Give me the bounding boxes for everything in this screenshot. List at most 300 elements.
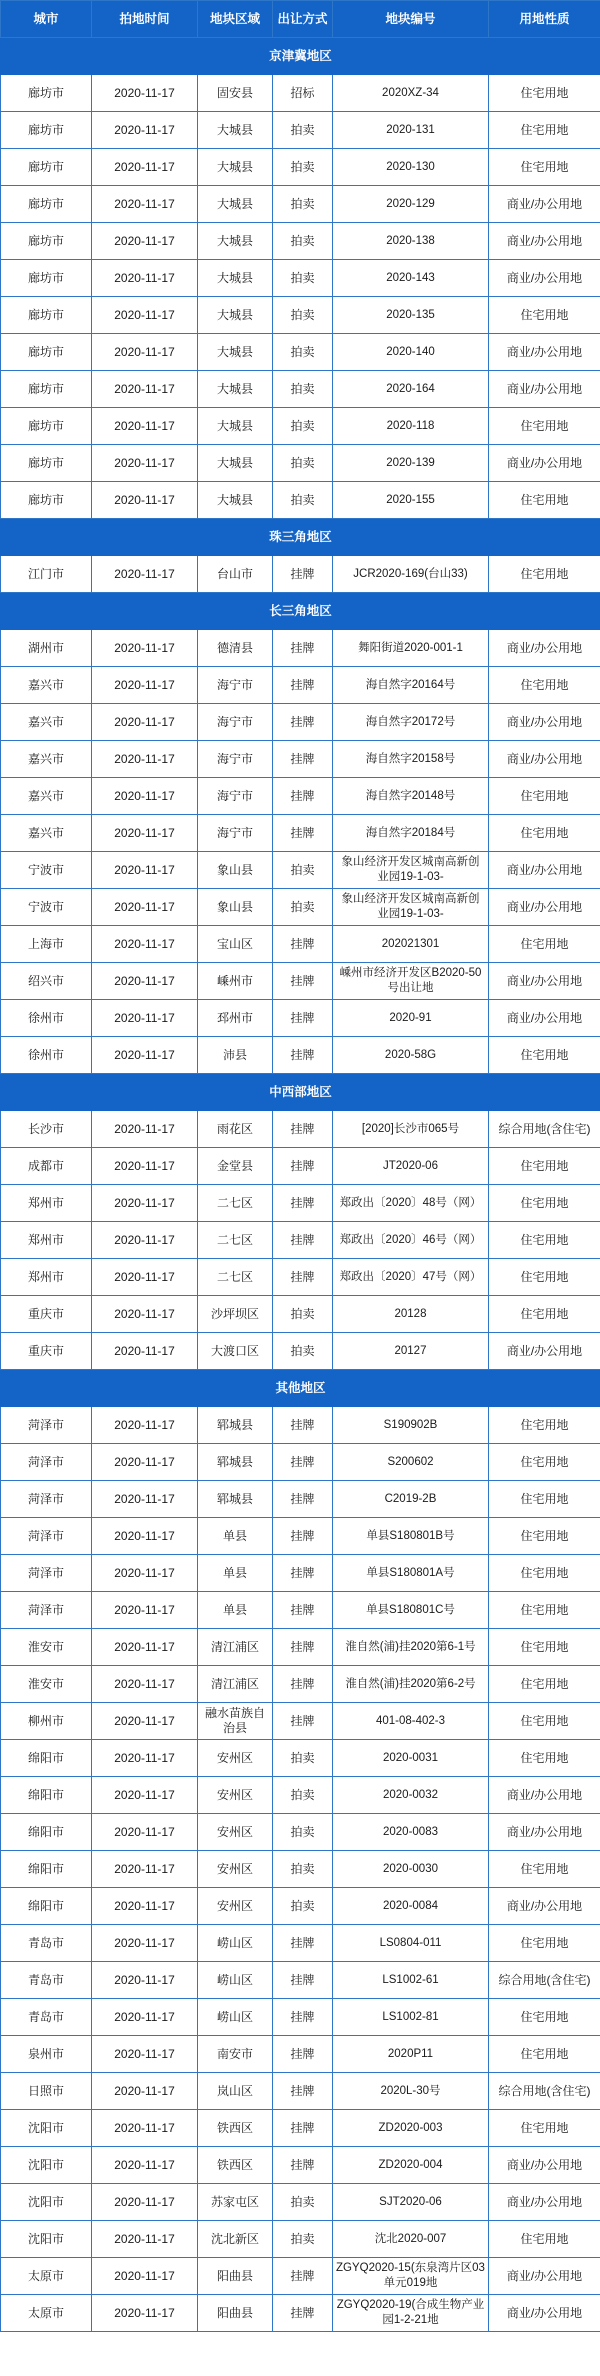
area-cell: 阳曲县 [198, 2258, 273, 2295]
area-cell: 大城县 [198, 297, 273, 334]
plot-code-cell: LS0804-011 [333, 1925, 489, 1962]
land-use-cell: 商业/办公用地 [489, 889, 600, 926]
date-cell: 2020-11-17 [92, 1111, 198, 1148]
method-cell: 挂牌 [273, 1185, 333, 1222]
table-row [1, 1703, 600, 1740]
method-cell: 拍卖 [273, 186, 333, 223]
area-cell: 阳曲县 [198, 2295, 273, 2332]
table-row [1, 445, 600, 482]
table-row [1, 1481, 600, 1518]
area-cell: 崂山区 [198, 1999, 273, 2036]
city-cell: 郑州市 [1, 1185, 92, 1222]
plot-code-cell: 淮自然(浦)挂2020第6-1号 [333, 1629, 489, 1666]
land-use-cell: 商业/办公用地 [489, 334, 600, 371]
area-cell: 金堂县 [198, 1148, 273, 1185]
region-name: 中西部地区 [1, 1074, 600, 1111]
land-use-cell: 住宅用地 [489, 1259, 600, 1296]
plot-code-cell: 2020L-30号 [333, 2073, 489, 2110]
area-cell: 象山县 [198, 852, 273, 889]
method-cell: 拍卖 [273, 408, 333, 445]
region-header-row [1, 1074, 600, 1111]
area-cell: 沛县 [198, 1037, 273, 1074]
land-use-cell: 商业/办公用地 [489, 2147, 600, 2184]
date-cell: 2020-11-17 [92, 2258, 198, 2295]
city-cell: 青岛市 [1, 1925, 92, 1962]
method-cell: 挂牌 [273, 1444, 333, 1481]
date-cell: 2020-11-17 [92, 1185, 198, 1222]
plot-code-cell: 单县S180801C号 [333, 1592, 489, 1629]
table-row [1, 149, 600, 186]
method-cell: 招标 [273, 75, 333, 112]
method-cell: 挂牌 [273, 1518, 333, 1555]
table-row [1, 741, 600, 778]
method-cell: 拍卖 [273, 260, 333, 297]
table-row [1, 778, 600, 815]
land-use-cell: 商业/办公用地 [489, 2184, 600, 2221]
land-use-cell: 商业/办公用地 [489, 2295, 600, 2332]
method-cell: 挂牌 [273, 741, 333, 778]
city-cell: 廊坊市 [1, 334, 92, 371]
land-use-cell: 住宅用地 [489, 112, 600, 149]
area-cell: 大城县 [198, 334, 273, 371]
city-cell: 廊坊市 [1, 75, 92, 112]
header-row [1, 1, 600, 38]
plot-code-cell: [2020]长沙市065号 [333, 1111, 489, 1148]
area-cell: 铁西区 [198, 2110, 273, 2147]
land-use-cell: 商业/办公用地 [489, 741, 600, 778]
date-cell: 2020-11-17 [92, 704, 198, 741]
area-cell: 二七区 [198, 1185, 273, 1222]
land-use-cell: 商业/办公用地 [489, 2258, 600, 2295]
plot-code-cell: 2020-139 [333, 445, 489, 482]
city-cell: 郑州市 [1, 1222, 92, 1259]
land-use-cell: 商业/办公用地 [489, 1000, 600, 1037]
land-use-cell: 住宅用地 [489, 297, 600, 334]
table-row [1, 556, 600, 593]
method-cell: 挂牌 [273, 2258, 333, 2295]
table-row [1, 926, 600, 963]
area-cell: 大城县 [198, 371, 273, 408]
header-plot-code: 地块编号 [333, 1, 489, 38]
city-cell: 太原市 [1, 2258, 92, 2295]
city-cell: 淮安市 [1, 1666, 92, 1703]
table-row [1, 2147, 600, 2184]
date-cell: 2020-11-17 [92, 889, 198, 926]
method-cell: 拍卖 [273, 2184, 333, 2221]
city-cell: 绵阳市 [1, 1851, 92, 1888]
land-use-cell: 住宅用地 [489, 149, 600, 186]
area-cell: 海宁市 [198, 778, 273, 815]
plot-code-cell: 2020-135 [333, 297, 489, 334]
date-cell: 2020-11-17 [92, 1259, 198, 1296]
date-cell: 2020-11-17 [92, 1666, 198, 1703]
method-cell: 挂牌 [273, 963, 333, 1000]
table-row [1, 1444, 600, 1481]
plot-code-cell: 2020XZ-34 [333, 75, 489, 112]
area-cell: 单县 [198, 1518, 273, 1555]
area-cell: 苏家屯区 [198, 2184, 273, 2221]
method-cell: 挂牌 [273, 1925, 333, 1962]
area-cell: 单县 [198, 1555, 273, 1592]
plot-code-cell: JT2020-06 [333, 1148, 489, 1185]
city-cell: 湖州市 [1, 630, 92, 667]
plot-code-cell: JCR2020-169(台山33) [333, 556, 489, 593]
date-cell: 2020-11-17 [92, 778, 198, 815]
plot-code-cell: 郑政出〔2020〕46号（网） [333, 1222, 489, 1259]
city-cell: 郑州市 [1, 1259, 92, 1296]
date-cell: 2020-11-17 [92, 186, 198, 223]
area-cell: 崂山区 [198, 1925, 273, 1962]
area-cell: 海宁市 [198, 667, 273, 704]
table-row [1, 1555, 600, 1592]
plot-code-cell: 2020-0084 [333, 1888, 489, 1925]
table-row [1, 1296, 600, 1333]
area-cell: 安州区 [198, 1888, 273, 1925]
date-cell: 2020-11-17 [92, 1814, 198, 1851]
region-name: 京津冀地区 [1, 38, 600, 75]
area-cell: 单县 [198, 1592, 273, 1629]
method-cell: 挂牌 [273, 1592, 333, 1629]
area-cell: 二七区 [198, 1222, 273, 1259]
date-cell: 2020-11-17 [92, 1481, 198, 1518]
plot-code-cell: 海自然字20172号 [333, 704, 489, 741]
plot-code-cell: C2019-2B [333, 1481, 489, 1518]
date-cell: 2020-11-17 [92, 667, 198, 704]
area-cell: 郓城县 [198, 1444, 273, 1481]
table-row [1, 75, 600, 112]
date-cell: 2020-11-17 [92, 1999, 198, 2036]
area-cell: 大城县 [198, 408, 273, 445]
method-cell: 拍卖 [273, 482, 333, 519]
date-cell: 2020-11-17 [92, 1444, 198, 1481]
area-cell: 海宁市 [198, 741, 273, 778]
city-cell: 廊坊市 [1, 408, 92, 445]
method-cell: 拍卖 [273, 445, 333, 482]
plot-code-cell: 2020-130 [333, 149, 489, 186]
table-row [1, 1888, 600, 1925]
date-cell: 2020-11-17 [92, 926, 198, 963]
land-use-cell: 商业/办公用地 [489, 186, 600, 223]
area-cell: 大城县 [198, 149, 273, 186]
method-cell: 挂牌 [273, 2073, 333, 2110]
land-use-cell: 综合用地(含住宅) [489, 1962, 600, 1999]
land-use-cell: 住宅用地 [489, 482, 600, 519]
city-cell: 绵阳市 [1, 1814, 92, 1851]
plot-code-cell: 2020-58G [333, 1037, 489, 1074]
city-cell: 嘉兴市 [1, 778, 92, 815]
date-cell: 2020-11-17 [92, 2221, 198, 2258]
area-cell: 海宁市 [198, 704, 273, 741]
plot-code-cell: 2020-91 [333, 1000, 489, 1037]
table-row [1, 1148, 600, 1185]
plot-code-cell: 2020-164 [333, 371, 489, 408]
date-cell: 2020-11-17 [92, 1333, 198, 1370]
city-cell: 江门市 [1, 556, 92, 593]
area-cell: 象山县 [198, 889, 273, 926]
area-cell: 沈北新区 [198, 2221, 273, 2258]
date-cell: 2020-11-17 [92, 2147, 198, 2184]
table-row [1, 408, 600, 445]
land-use-cell: 住宅用地 [489, 1592, 600, 1629]
plot-code-cell: 2020-0031 [333, 1740, 489, 1777]
area-cell: 德清县 [198, 630, 273, 667]
method-cell: 拍卖 [273, 1814, 333, 1851]
method-cell: 拍卖 [273, 149, 333, 186]
date-cell: 2020-11-17 [92, 963, 198, 1000]
area-cell: 安州区 [198, 1851, 273, 1888]
city-cell: 宁波市 [1, 889, 92, 926]
land-use-cell: 商业/办公用地 [489, 1777, 600, 1814]
method-cell: 挂牌 [273, 815, 333, 852]
plot-code-cell: 401-08-402-3 [333, 1703, 489, 1740]
method-cell: 挂牌 [273, 1407, 333, 1444]
method-cell: 挂牌 [273, 1481, 333, 1518]
area-cell: 沙坪坝区 [198, 1296, 273, 1333]
city-cell: 成都市 [1, 1148, 92, 1185]
plot-code-cell: 2020-140 [333, 334, 489, 371]
city-cell: 廊坊市 [1, 223, 92, 260]
city-cell: 柳州市 [1, 1703, 92, 1740]
date-cell: 2020-11-17 [92, 1851, 198, 1888]
area-cell: 二七区 [198, 1259, 273, 1296]
table-row [1, 1407, 600, 1444]
table-row [1, 852, 600, 889]
date-cell: 2020-11-17 [92, 2073, 198, 2110]
date-cell: 2020-11-17 [92, 482, 198, 519]
date-cell: 2020-11-17 [92, 2295, 198, 2332]
date-cell: 2020-11-17 [92, 1740, 198, 1777]
method-cell: 挂牌 [273, 1259, 333, 1296]
date-cell: 2020-11-17 [92, 2036, 198, 2073]
plot-code-cell: 20128 [333, 1296, 489, 1333]
plot-code-cell: ZD2020-004 [333, 2147, 489, 2184]
table-row [1, 1999, 600, 2036]
date-cell: 2020-11-17 [92, 1518, 198, 1555]
land-use-cell: 住宅用地 [489, 2110, 600, 2147]
city-cell: 重庆市 [1, 1333, 92, 1370]
date-cell: 2020-11-17 [92, 149, 198, 186]
city-cell: 绍兴市 [1, 963, 92, 1000]
area-cell: 郓城县 [198, 1481, 273, 1518]
table-row [1, 2295, 600, 2332]
region-name: 长三角地区 [1, 593, 600, 630]
land-use-cell: 商业/办公用地 [489, 704, 600, 741]
method-cell: 挂牌 [273, 2110, 333, 2147]
method-cell: 拍卖 [273, 2221, 333, 2258]
table-row [1, 963, 600, 1000]
city-cell: 嘉兴市 [1, 815, 92, 852]
plot-code-cell: 2020-0030 [333, 1851, 489, 1888]
area-cell: 岚山区 [198, 2073, 273, 2110]
city-cell: 日照市 [1, 2073, 92, 2110]
method-cell: 挂牌 [273, 926, 333, 963]
method-cell: 拍卖 [273, 371, 333, 408]
table-row [1, 2258, 600, 2295]
method-cell: 拍卖 [273, 1296, 333, 1333]
header-method: 出让方式 [273, 1, 333, 38]
table-row [1, 1962, 600, 1999]
date-cell: 2020-11-17 [92, 1555, 198, 1592]
land-use-cell: 住宅用地 [489, 2221, 600, 2258]
city-cell: 绵阳市 [1, 1777, 92, 1814]
table-row [1, 112, 600, 149]
table-row [1, 2110, 600, 2147]
land-use-cell: 住宅用地 [489, 1555, 600, 1592]
area-cell: 台山市 [198, 556, 273, 593]
plot-code-cell: 2020-131 [333, 112, 489, 149]
plot-code-cell: 2020-138 [333, 223, 489, 260]
table-row [1, 1000, 600, 1037]
method-cell: 挂牌 [273, 1999, 333, 2036]
table-row [1, 2221, 600, 2258]
plot-code-cell: LS1002-81 [333, 1999, 489, 2036]
land-use-cell: 商业/办公用地 [489, 963, 600, 1000]
land-use-cell: 住宅用地 [489, 1518, 600, 1555]
land-use-cell: 综合用地(含住宅) [489, 2073, 600, 2110]
method-cell: 拍卖 [273, 852, 333, 889]
city-cell: 徐州市 [1, 1000, 92, 1037]
date-cell: 2020-11-17 [92, 445, 198, 482]
table-row [1, 2036, 600, 2073]
date-cell: 2020-11-17 [92, 223, 198, 260]
land-use-cell: 住宅用地 [489, 1703, 600, 1740]
land-use-cell: 住宅用地 [489, 408, 600, 445]
date-cell: 2020-11-17 [92, 1777, 198, 1814]
city-cell: 沈阳市 [1, 2221, 92, 2258]
city-cell: 廊坊市 [1, 297, 92, 334]
method-cell: 挂牌 [273, 1666, 333, 1703]
land-use-cell: 商业/办公用地 [489, 1333, 600, 1370]
method-cell: 挂牌 [273, 1629, 333, 1666]
table-row [1, 667, 600, 704]
plot-code-cell: 2020-0083 [333, 1814, 489, 1851]
land-use-cell: 住宅用地 [489, 1407, 600, 1444]
date-cell: 2020-11-17 [92, 741, 198, 778]
plot-code-cell: 象山经济开发区城南高新创业园19-1-03- [333, 889, 489, 926]
land-use-cell: 住宅用地 [489, 1740, 600, 1777]
plot-code-cell: 象山经济开发区城南高新创业园19-1-03- [333, 852, 489, 889]
date-cell: 2020-11-17 [92, 1629, 198, 1666]
land-use-cell: 住宅用地 [489, 75, 600, 112]
date-cell: 2020-11-17 [92, 1222, 198, 1259]
date-cell: 2020-11-17 [92, 815, 198, 852]
method-cell: 挂牌 [273, 704, 333, 741]
date-cell: 2020-11-17 [92, 556, 198, 593]
plot-code-cell: 20127 [333, 1333, 489, 1370]
area-cell: 大城县 [198, 260, 273, 297]
method-cell: 拍卖 [273, 1888, 333, 1925]
land-use-cell: 商业/办公用地 [489, 1888, 600, 1925]
land-use-cell: 住宅用地 [489, 1629, 600, 1666]
plot-code-cell: 郑政出〔2020〕47号（网） [333, 1259, 489, 1296]
plot-code-cell: S190902B [333, 1407, 489, 1444]
land-use-cell: 住宅用地 [489, 1666, 600, 1703]
table-row [1, 1259, 600, 1296]
land-use-cell: 商业/办公用地 [489, 630, 600, 667]
city-cell: 菏泽市 [1, 1592, 92, 1629]
land-use-cell: 商业/办公用地 [489, 1814, 600, 1851]
city-cell: 徐州市 [1, 1037, 92, 1074]
table-row [1, 1185, 600, 1222]
table-body [1, 38, 600, 2332]
area-cell: 铁西区 [198, 2147, 273, 2184]
land-use-cell: 住宅用地 [489, 1444, 600, 1481]
area-cell: 安州区 [198, 1777, 273, 1814]
area-cell: 大渡口区 [198, 1333, 273, 1370]
plot-code-cell: 沈北2020-007 [333, 2221, 489, 2258]
land-use-cell: 住宅用地 [489, 1481, 600, 1518]
land-use-cell: 住宅用地 [489, 1925, 600, 1962]
plot-code-cell: 海自然字20158号 [333, 741, 489, 778]
method-cell: 拍卖 [273, 297, 333, 334]
method-cell: 拍卖 [273, 334, 333, 371]
date-cell: 2020-11-17 [92, 334, 198, 371]
table-row [1, 1111, 600, 1148]
land-use-cell: 住宅用地 [489, 1185, 600, 1222]
area-cell: 宝山区 [198, 926, 273, 963]
area-cell: 邳州市 [198, 1000, 273, 1037]
area-cell: 崂山区 [198, 1962, 273, 1999]
city-cell: 菏泽市 [1, 1481, 92, 1518]
city-cell: 沈阳市 [1, 2110, 92, 2147]
area-cell: 大城县 [198, 186, 273, 223]
land-use-cell: 住宅用地 [489, 1296, 600, 1333]
area-cell: 大城县 [198, 482, 273, 519]
date-cell: 2020-11-17 [92, 408, 198, 445]
method-cell: 挂牌 [273, 778, 333, 815]
city-cell: 廊坊市 [1, 112, 92, 149]
area-cell: 清江浦区 [198, 1666, 273, 1703]
area-cell: 安州区 [198, 1814, 273, 1851]
city-cell: 廊坊市 [1, 149, 92, 186]
table-header [1, 1, 600, 38]
plot-code-cell: 202021301 [333, 926, 489, 963]
date-cell: 2020-11-17 [92, 112, 198, 149]
city-cell: 嘉兴市 [1, 741, 92, 778]
plot-code-cell: 海自然字20148号 [333, 778, 489, 815]
land-use-cell: 综合用地(含住宅) [489, 1111, 600, 1148]
header-land-use: 用地性质 [489, 1, 600, 38]
land-use-cell: 商业/办公用地 [489, 371, 600, 408]
land-use-cell: 住宅用地 [489, 2036, 600, 2073]
table-row [1, 260, 600, 297]
area-cell: 嵊州市 [198, 963, 273, 1000]
date-cell: 2020-11-17 [92, 371, 198, 408]
date-cell: 2020-11-17 [92, 1296, 198, 1333]
plot-code-cell: 淮自然(浦)挂2020第6-2号 [333, 1666, 489, 1703]
land-use-cell: 住宅用地 [489, 815, 600, 852]
city-cell: 沈阳市 [1, 2184, 92, 2221]
plot-code-cell: ZGYQ2020-15(东泉湾片区03单元019地 [333, 2258, 489, 2295]
city-cell: 廊坊市 [1, 186, 92, 223]
land-use-cell: 商业/办公用地 [489, 852, 600, 889]
plot-code-cell: 2020-118 [333, 408, 489, 445]
plot-code-cell: 舞阳街道2020-001-1 [333, 630, 489, 667]
table-row [1, 334, 600, 371]
table-row [1, 186, 600, 223]
city-cell: 沈阳市 [1, 2147, 92, 2184]
land-use-cell: 住宅用地 [489, 667, 600, 704]
land-use-cell: 住宅用地 [489, 926, 600, 963]
table-row [1, 1629, 600, 1666]
land-use-cell: 商业/办公用地 [489, 223, 600, 260]
area-cell: 郓城县 [198, 1407, 273, 1444]
table-row [1, 2184, 600, 2221]
plot-code-cell: 嵊州市经济开发区B2020-50号出让地 [333, 963, 489, 1000]
date-cell: 2020-11-17 [92, 1407, 198, 1444]
land-use-cell: 住宅用地 [489, 556, 600, 593]
date-cell: 2020-11-17 [92, 852, 198, 889]
